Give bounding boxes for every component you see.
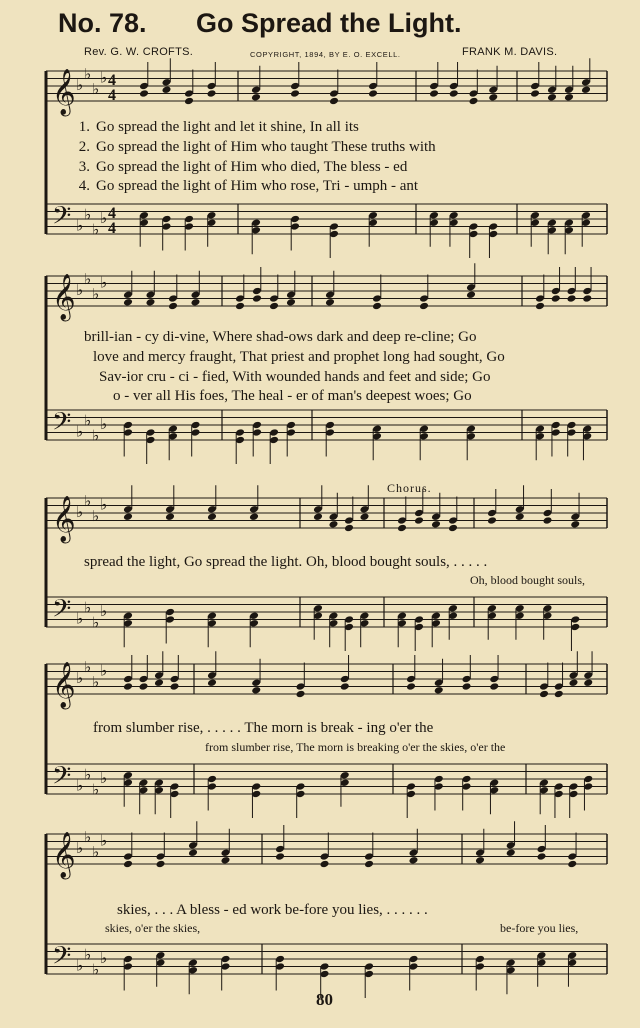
notehead bbox=[448, 524, 458, 533]
notehead bbox=[286, 298, 296, 307]
chorus-lyrics-2: from slumber rise, . . . . . The morn is break - ing o'er the bbox=[93, 720, 434, 736]
flat-icon: ♭ bbox=[76, 216, 84, 235]
flat-icon: ♭ bbox=[84, 657, 92, 676]
verse-number: 2. bbox=[78, 139, 90, 155]
notehead bbox=[564, 93, 574, 102]
flat-icon: ♭ bbox=[76, 281, 84, 299]
flat-icon: ♭ bbox=[76, 76, 84, 94]
flat-icon: ♭ bbox=[84, 945, 92, 964]
notehead bbox=[313, 512, 323, 521]
flat-icon: ♭ bbox=[84, 765, 92, 784]
notehead bbox=[251, 686, 261, 695]
flat-icon: ♭ bbox=[84, 491, 92, 510]
notehead bbox=[139, 89, 149, 98]
flat-icon: ♭ bbox=[100, 415, 108, 433]
bass-clef-icon: 𝄢 bbox=[52, 941, 72, 977]
notehead bbox=[156, 860, 166, 869]
notehead bbox=[551, 294, 561, 303]
chorus-lyrics-1: spread the light, Go spread the light. Oh, blood bought souls, . . . . . bbox=[84, 554, 488, 570]
notehead bbox=[406, 682, 416, 691]
flat-icon: ♭ bbox=[92, 613, 100, 632]
notehead bbox=[329, 97, 339, 106]
notehead bbox=[251, 93, 261, 102]
bass-clef-icon: 𝄢 bbox=[52, 594, 72, 630]
notehead bbox=[567, 294, 577, 303]
notehead bbox=[543, 516, 553, 525]
notehead bbox=[409, 856, 419, 865]
flat-icon: ♭ bbox=[100, 831, 108, 850]
flat-icon: ♭ bbox=[84, 64, 92, 83]
notehead bbox=[340, 682, 350, 691]
flat-icon: ♭ bbox=[100, 661, 108, 680]
notehead bbox=[221, 856, 231, 865]
flat-icon: ♭ bbox=[76, 422, 84, 441]
verse-2-line-1: 2. Go spread the light of Him who taught These truths with bbox=[62, 139, 436, 156]
verse-number: 1. bbox=[78, 119, 90, 135]
treble-clef-icon: 𝄞 bbox=[52, 662, 76, 708]
flat-icon: ♭ bbox=[100, 602, 108, 620]
notehead bbox=[320, 860, 330, 869]
notehead bbox=[569, 678, 579, 687]
composer-credit: FRANK M. DAVIS. bbox=[462, 46, 558, 58]
notehead bbox=[414, 516, 424, 525]
flat-icon: ♭ bbox=[92, 960, 100, 979]
verse-1-line-1: 1. Go spread the light and let it shine, In all its bbox=[62, 119, 359, 136]
flat-icon: ♭ bbox=[84, 411, 92, 430]
verse-1-line-2: brill-ian - cy di-vine, Where shad-ows dark and deep re-cline; Go bbox=[84, 329, 477, 345]
notehead bbox=[207, 89, 217, 98]
flat-icon: ♭ bbox=[76, 956, 84, 975]
notehead bbox=[547, 93, 557, 102]
flat-icon: ♭ bbox=[92, 506, 100, 525]
bass-clef-icon: 𝄢 bbox=[52, 761, 72, 797]
treble-clef-icon: 𝄞 bbox=[52, 496, 76, 542]
notehead bbox=[207, 512, 217, 521]
flat-icon: ♭ bbox=[76, 609, 84, 628]
flat-icon: ♭ bbox=[92, 672, 100, 691]
notehead bbox=[235, 302, 245, 311]
notehead bbox=[537, 852, 547, 861]
notehead bbox=[582, 294, 592, 303]
author-credit: Rev. G. W. CROFTS. bbox=[84, 46, 194, 58]
flat-icon: ♭ bbox=[92, 842, 100, 861]
time-signature-top: 4 bbox=[108, 205, 116, 222]
notehead bbox=[184, 97, 194, 106]
notehead bbox=[419, 302, 429, 311]
chorus-alto-lyrics-1: Oh, blood bought souls, bbox=[470, 573, 586, 587]
notehead bbox=[275, 852, 285, 861]
notehead bbox=[252, 294, 262, 303]
time-signature-bottom: 4 bbox=[108, 87, 116, 104]
notehead bbox=[554, 690, 564, 699]
verse-2-line-2: love and mercy fraught, That priest and prophet long had sought, Go bbox=[93, 349, 505, 365]
notehead bbox=[583, 678, 593, 687]
flat-icon: ♭ bbox=[84, 827, 92, 846]
verse-4-line-1: 4. Go spread the light of Him who rose, Tri - umph - ant bbox=[62, 178, 418, 195]
flat-icon: ♭ bbox=[92, 79, 100, 98]
notehead bbox=[123, 860, 133, 869]
notehead bbox=[570, 520, 580, 529]
flat-icon: ♭ bbox=[76, 669, 84, 687]
notehead bbox=[168, 302, 178, 311]
notehead bbox=[515, 512, 525, 521]
flat-icon: ♭ bbox=[100, 769, 108, 787]
chorus-alto-lyrics-3a: skies, o'er the skies, bbox=[105, 921, 201, 935]
notehead bbox=[372, 302, 382, 311]
flat-icon: ♭ bbox=[92, 426, 100, 445]
notehead bbox=[462, 682, 472, 691]
notehead bbox=[154, 678, 164, 687]
notehead bbox=[530, 89, 540, 98]
notehead bbox=[488, 93, 498, 102]
notehead bbox=[123, 512, 133, 521]
flat-icon: ♭ bbox=[100, 949, 108, 967]
notehead bbox=[162, 85, 172, 94]
verse-3-line-2: Sav-ior cru - ci - fied, With wounded hands and feet and side; Go bbox=[99, 369, 491, 385]
flat-icon: ♭ bbox=[100, 209, 108, 227]
chorus-lyrics-3: skies, . . . A bless - ed work be-fore you lies, . . . . . . bbox=[117, 902, 428, 918]
flat-icon: ♭ bbox=[84, 269, 92, 288]
bass-clef-icon: 𝄢 bbox=[52, 201, 72, 237]
verse-number: 4. bbox=[78, 178, 90, 194]
flat-icon: ♭ bbox=[76, 776, 84, 795]
verse-3-line-1: 3. Go spread the light of Him who died, The bless - ed bbox=[62, 159, 407, 176]
notehead bbox=[469, 97, 479, 106]
notehead bbox=[535, 302, 545, 311]
notehead bbox=[329, 520, 339, 529]
notehead bbox=[325, 298, 335, 307]
chorus-alto-lyrics-2: from slumber rise, The morn is breaking o'er the skies, o'er the bbox=[205, 740, 506, 754]
notehead bbox=[344, 524, 354, 533]
notehead bbox=[146, 298, 156, 307]
flat-icon: ♭ bbox=[84, 598, 92, 617]
verse-number: 3. bbox=[78, 159, 90, 175]
flat-icon: ♭ bbox=[84, 205, 92, 224]
notehead bbox=[539, 690, 549, 699]
notehead bbox=[429, 89, 439, 98]
notehead bbox=[368, 89, 378, 98]
notehead bbox=[434, 686, 444, 695]
notehead bbox=[364, 860, 374, 869]
notehead bbox=[207, 678, 217, 687]
notehead bbox=[139, 682, 149, 691]
verse-4-line-2: o - ver all His foes, The heal - er of man's deepest woes; Go bbox=[113, 388, 472, 404]
notehead bbox=[489, 682, 499, 691]
notehead bbox=[188, 848, 198, 857]
flat-icon: ♭ bbox=[100, 495, 108, 514]
treble-clef-icon: 𝄞 bbox=[52, 69, 76, 115]
notehead bbox=[466, 290, 476, 299]
flat-icon: ♭ bbox=[76, 839, 84, 857]
flat-icon: ♭ bbox=[76, 503, 84, 521]
flat-icon: ♭ bbox=[100, 68, 108, 87]
notehead bbox=[431, 520, 441, 529]
flat-icon: ♭ bbox=[92, 780, 100, 799]
time-signature-top: 4 bbox=[108, 72, 116, 89]
copyright-notice: COPYRIGHT, 1894, BY E. O. EXCELL. bbox=[250, 50, 401, 59]
hymn-title: Go Spread the Light. bbox=[196, 8, 462, 38]
hymn-number: No. 78. bbox=[58, 8, 147, 38]
time-signature-bottom: 4 bbox=[108, 220, 116, 237]
notehead bbox=[123, 298, 133, 307]
page-number: 80 bbox=[316, 990, 333, 1009]
notehead bbox=[449, 89, 459, 98]
notehead bbox=[567, 860, 577, 869]
notehead bbox=[475, 856, 485, 865]
notehead bbox=[170, 682, 180, 691]
notehead bbox=[397, 524, 407, 533]
notehead bbox=[296, 690, 306, 699]
notehead bbox=[360, 512, 370, 521]
flat-icon: ♭ bbox=[92, 284, 100, 303]
chorus-alto-lyrics-3b: be-fore you lies, bbox=[500, 921, 579, 935]
treble-clef-icon: 𝄞 bbox=[52, 832, 76, 878]
notehead bbox=[191, 298, 201, 307]
notehead bbox=[581, 85, 591, 94]
flat-icon: ♭ bbox=[92, 220, 100, 239]
notehead bbox=[123, 682, 133, 691]
flat-icon: ♭ bbox=[100, 273, 108, 292]
notehead bbox=[290, 89, 300, 98]
notehead bbox=[165, 512, 175, 521]
treble-clef-icon: 𝄞 bbox=[52, 274, 76, 320]
chorus-label: Chorus. bbox=[387, 481, 432, 495]
bass-clef-icon: 𝄢 bbox=[52, 407, 72, 443]
notehead bbox=[269, 302, 279, 311]
notehead bbox=[249, 512, 259, 521]
notehead bbox=[506, 848, 516, 857]
notehead bbox=[487, 516, 497, 525]
